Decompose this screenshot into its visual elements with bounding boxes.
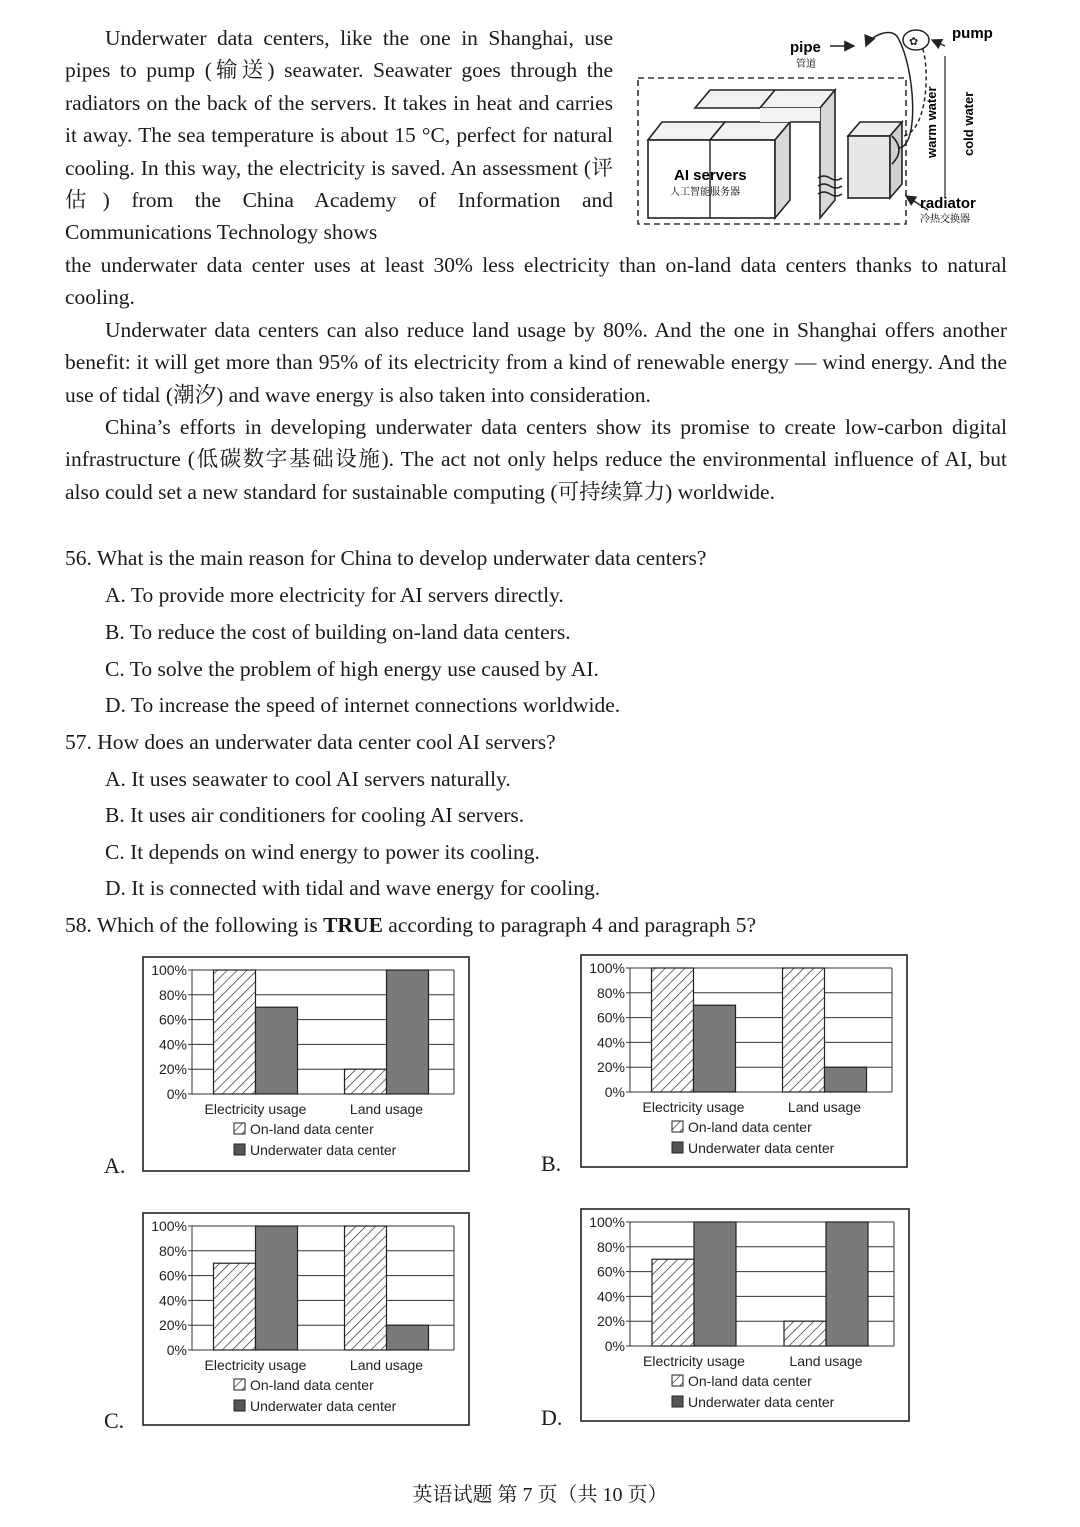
y-tick-label: 80% (158, 986, 187, 1003)
y-tick-label: 80% (596, 984, 625, 1001)
bar-on-land-land (784, 1321, 826, 1346)
bar-underwater-electricity (256, 1007, 298, 1094)
y-tick-label: 20% (596, 1059, 625, 1076)
y-tick-label: 0% (604, 1338, 625, 1354)
pump-icon (903, 30, 929, 50)
bar-on-land-electricity (652, 968, 694, 1092)
ai-servers-cn-label: 人工智能服务器 (670, 187, 740, 198)
x-category-label: Electricity usage (643, 1353, 745, 1369)
legend-swatch-on-land (672, 1375, 683, 1386)
y-tick-label: 80% (158, 1242, 187, 1259)
y-tick-label: 100% (589, 1214, 625, 1230)
question-57-option-a[interactable]: A. It uses seawater to cool AI servers naturally. (105, 767, 511, 791)
x-category-label: Electricity usage (642, 1099, 745, 1115)
legend-label-underwater: Underwater data center (688, 1140, 835, 1156)
pump-label: pump (952, 25, 993, 42)
y-tick-label: 80% (596, 1238, 625, 1255)
y-tick-label: 100% (589, 960, 625, 976)
question-56-option-c[interactable]: C. To solve the problem of high energy use caused by AI. (105, 657, 599, 681)
question-58-stem: 58. Which of the following is TRUE according to paragraph 4 and paragraph 5? (65, 913, 756, 937)
question-56-option-a[interactable]: A. To provide more electricity for AI servers directly. (105, 583, 564, 607)
y-tick-label: 0% (166, 1342, 187, 1358)
chart-c-letter[interactable]: C. (104, 1408, 125, 1433)
bar-on-land-electricity (214, 1263, 256, 1350)
legend-swatch-on-land (234, 1123, 245, 1134)
radiator-cn-label: 冷热交换器 (920, 214, 970, 225)
cooling-system-diagram (630, 18, 1010, 233)
bar-underwater-electricity (694, 1222, 736, 1346)
question-56-stem: 56. What is the main reason for China to develop underwater data centers? (65, 546, 707, 570)
question-57-option-c[interactable]: C. It depends on wind energy to power its cooling. (105, 840, 540, 864)
ai-servers-label: AI servers (674, 167, 747, 184)
page-footer: 英语试题 第 7 页（共 10 页） (412, 1484, 668, 1506)
x-category-label: Land usage (349, 1101, 424, 1117)
x-category-label: Land usage (349, 1357, 424, 1373)
bar-on-land-land (783, 968, 825, 1092)
y-tick-label: 60% (158, 1267, 187, 1284)
pipe-cn-label: 管道 (796, 59, 816, 70)
passage-paragraph-2: Underwater data centers can also reduce land usage by 80%. And the one in Shanghai offers another benefit: it will get more than 95% of its electricity from a kind of renewable energy — wind energy. And the use of tidal (潮汐) and wave energy is also taken into consideration. (65, 318, 1007, 407)
legend-swatch-on-land (234, 1379, 245, 1390)
bar-underwater-land (387, 970, 429, 1094)
question-57-option-d[interactable]: D. It is connected with tidal and wave energy for cooling. (105, 876, 601, 900)
chart-c[interactable] (142, 1212, 470, 1426)
y-tick-label: 60% (596, 1009, 625, 1026)
svg-text:✿: ✿ (909, 36, 919, 48)
legend-swatch-underwater (672, 1396, 683, 1407)
radiator-label: radiator (920, 195, 976, 212)
passage-paragraph-3: China’s efforts in developing underwater data centers show its promise to create low-carbon digital infrastructure (低碳数字基础设施). The act not only helps reduce the environmental influence of AI, but also could set a new standard for sustainable computing (可持续算力) worldwide. (65, 415, 1007, 504)
y-tick-label: 100% (151, 1218, 187, 1234)
y-tick-label: 40% (158, 1036, 187, 1053)
bar-on-land-land (345, 1069, 387, 1094)
y-tick-label: 20% (596, 1313, 625, 1330)
legend-label-on-land: On-land data center (688, 1119, 812, 1135)
legend-label-underwater: Underwater data center (688, 1394, 835, 1410)
chart-b-letter[interactable]: B. (541, 1151, 562, 1176)
y-tick-label: 40% (596, 1034, 625, 1051)
legend-swatch-underwater (234, 1400, 245, 1411)
question-57-stem: 57. How does an underwater data center cool AI servers? (65, 730, 556, 754)
y-tick-label: 20% (158, 1317, 187, 1334)
x-category-label: Electricity usage (204, 1357, 307, 1373)
bar-underwater-land (387, 1325, 429, 1350)
y-tick-label: 40% (596, 1288, 625, 1305)
legend-label-underwater: Underwater data center (250, 1398, 397, 1414)
x-category-label: Land usage (787, 1099, 862, 1115)
legend-swatch-underwater (672, 1142, 683, 1153)
legend-swatch-on-land (672, 1121, 683, 1132)
question-56-option-d[interactable]: D. To increase the speed of internet connections worldwide. (105, 693, 621, 717)
y-tick-label: 0% (604, 1084, 625, 1100)
y-tick-label: 40% (158, 1292, 187, 1309)
bar-underwater-land (826, 1222, 868, 1346)
y-tick-label: 100% (151, 962, 187, 978)
pipe-label: pipe (790, 39, 821, 56)
bar-on-land-electricity (214, 970, 256, 1094)
legend-label-on-land: On-land data center (250, 1121, 374, 1137)
legend-swatch-underwater (234, 1144, 245, 1155)
y-tick-label: 60% (158, 1011, 187, 1028)
bar-underwater-electricity (694, 1005, 736, 1092)
server-boxes (648, 90, 835, 218)
chart-a[interactable] (142, 956, 470, 1172)
legend-label-on-land: On-land data center (688, 1373, 812, 1389)
y-tick-label: 20% (158, 1061, 187, 1078)
question-57-option-b[interactable]: B. It uses air conditioners for cooling AI servers. (105, 803, 525, 827)
question-56-option-b[interactable]: B. To reduce the cost of building on-land data centers. (105, 620, 571, 644)
chart-a-letter[interactable]: A. (104, 1153, 126, 1178)
bar-underwater-electricity (256, 1226, 298, 1350)
passage-paragraph-1a: Underwater data centers, like the one in Shanghai, use pipes to pump (输送) seawater. Seawater goes through the radiators on the back of the servers. It takes in heat and carries it away. The sea temperature is about 15 °C, perfect for natural cooling. In this way, the electricity is saved. An assessment (评估) from the China Academy of Information and Communications Technology shows (65, 26, 613, 245)
cold-water-label: cold water (961, 91, 976, 156)
y-tick-label: 60% (596, 1263, 625, 1280)
warm-water-label: warm water (924, 86, 939, 158)
legend-label-on-land: On-land data center (250, 1377, 374, 1393)
y-tick-label: 0% (166, 1086, 187, 1102)
chart-d[interactable] (580, 1208, 910, 1422)
chart-d-letter[interactable]: D. (541, 1405, 563, 1430)
radiator-box (848, 122, 902, 198)
bar-on-land-land (345, 1226, 387, 1350)
passage-paragraph-1b: the underwater data center uses at least 30% less electricity than on-land data centers thanks to natural cooling. (65, 253, 1007, 310)
chart-b[interactable] (580, 954, 908, 1168)
legend-label-underwater: Underwater data center (250, 1142, 397, 1158)
bar-underwater-land (825, 1067, 867, 1092)
x-category-label: Electricity usage (204, 1101, 307, 1117)
x-category-label: Land usage (789, 1353, 863, 1369)
bar-on-land-electricity (652, 1259, 694, 1346)
